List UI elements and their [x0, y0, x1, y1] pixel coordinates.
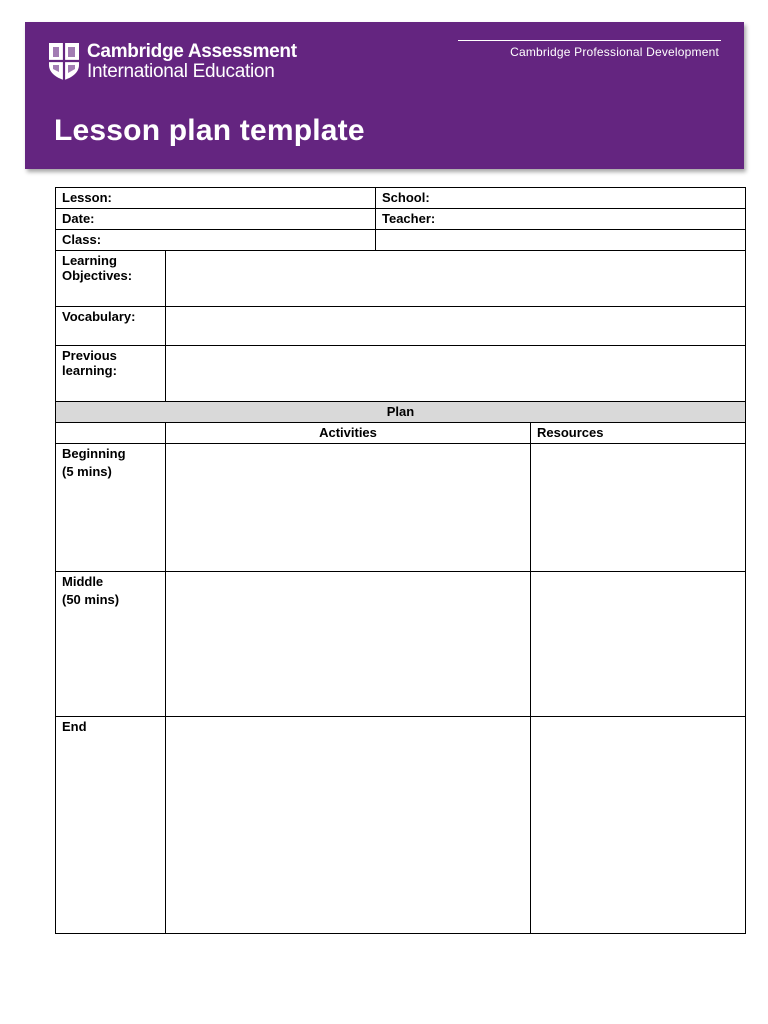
middle-duration: (50 mins) — [62, 592, 120, 607]
date-field[interactable] — [56, 209, 376, 230]
previous-label-line-1: Previous — [62, 348, 117, 363]
lesson-plan-table — [55, 187, 746, 934]
beginning-duration: (5 mins) — [62, 464, 112, 479]
empty-field[interactable] — [376, 230, 746, 251]
middle-row — [56, 572, 746, 717]
plan-heading-row — [56, 402, 746, 423]
objectives-label-cell — [56, 251, 166, 307]
beginning-label: Beginning — [62, 446, 126, 461]
vocabulary-label-cell — [56, 307, 166, 346]
beginning-activities-input[interactable] — [166, 444, 531, 572]
stage-header-empty — [56, 423, 166, 444]
resources-header: Resources — [531, 423, 746, 444]
middle-stage-cell — [56, 572, 166, 717]
school-label: School: — [382, 190, 430, 205]
school-field[interactable] — [376, 188, 746, 209]
plan-heading: Plan — [56, 402, 746, 423]
end-row — [56, 717, 746, 934]
previous-label-line-2: learning: — [62, 363, 117, 378]
objectives-label-line-1: Learning — [62, 253, 117, 268]
previous-learning-row — [56, 346, 746, 402]
middle-activities-input[interactable] — [166, 572, 531, 717]
date-label: Date: — [62, 211, 95, 226]
teacher-field[interactable] — [376, 209, 746, 230]
vocabulary-input[interactable] — [166, 307, 746, 346]
plan-columns-row — [56, 423, 746, 444]
class-field[interactable] — [56, 230, 376, 251]
end-stage-cell — [56, 717, 166, 934]
vocabulary-row — [56, 307, 746, 346]
previous-label-cell — [56, 346, 166, 402]
objectives-row — [56, 251, 746, 307]
end-resources-input[interactable] — [531, 717, 746, 934]
teacher-label: Teacher: — [382, 211, 436, 226]
beginning-stage-cell — [56, 444, 166, 572]
beginning-row — [56, 444, 746, 572]
middle-label: Middle — [62, 574, 104, 589]
division-rule — [458, 40, 721, 41]
logo-line-2: International Education — [87, 60, 275, 82]
date-teacher-row — [56, 209, 746, 230]
class-label: Class: — [62, 232, 102, 247]
logo-line-1: Cambridge Assessment — [87, 40, 297, 62]
previous-learning-input[interactable] — [166, 346, 746, 402]
vocabulary-label: Vocabulary: — [62, 309, 136, 324]
end-label: End — [62, 719, 87, 734]
end-activities-input[interactable] — [166, 717, 531, 934]
beginning-resources-input[interactable] — [531, 444, 746, 572]
cambridge-logo — [47, 40, 297, 82]
activities-header: Activities — [166, 423, 531, 444]
middle-resources-input[interactable] — [531, 572, 746, 717]
header-banner — [25, 22, 744, 169]
objectives-label-line-2: Objectives: — [62, 268, 133, 283]
class-row — [56, 230, 746, 251]
division-label: Cambridge Professional Development — [510, 45, 719, 59]
lesson-school-row — [56, 188, 746, 209]
lesson-label: Lesson: — [62, 190, 112, 205]
objectives-input[interactable] — [166, 251, 746, 307]
cambridge-shield-icon — [47, 41, 81, 81]
page-title: Lesson plan template — [54, 114, 365, 147]
lesson-field[interactable] — [56, 188, 376, 209]
